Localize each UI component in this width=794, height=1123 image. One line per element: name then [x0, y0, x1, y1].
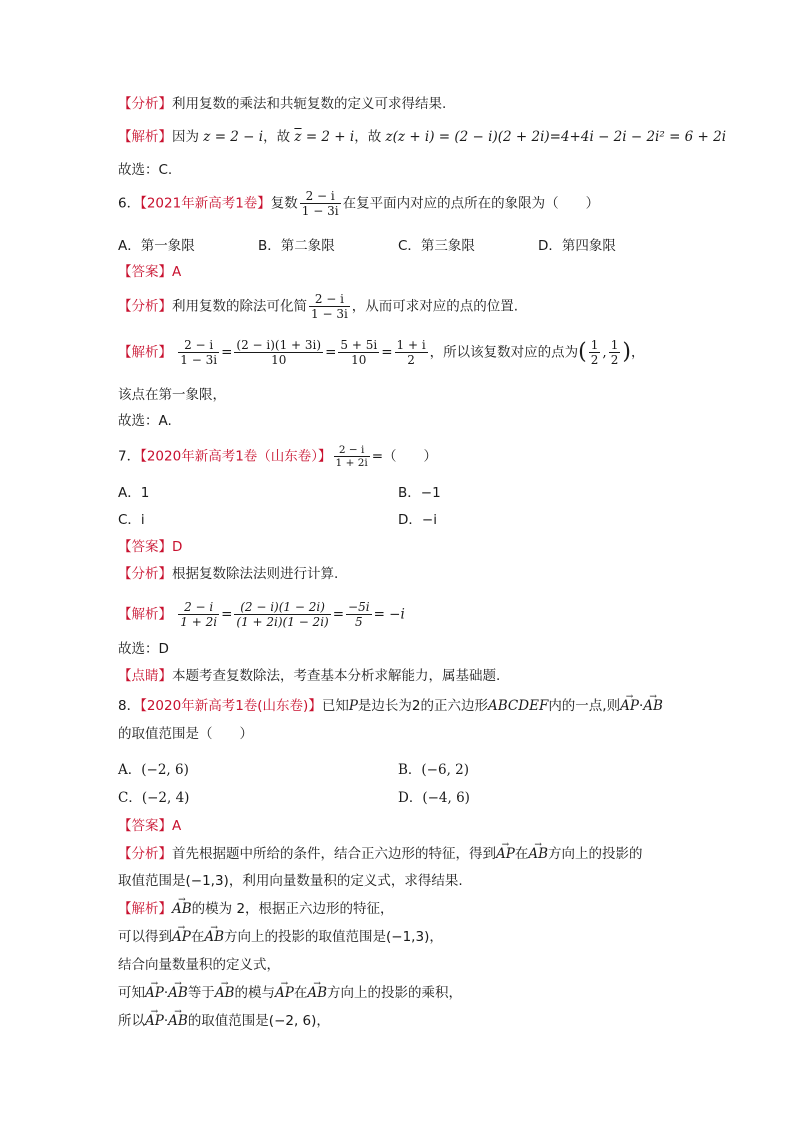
question-source: 【2020年新高考1卷(山东卷)】: [140, 698, 322, 714]
answer-tag: 【答案】: [118, 264, 172, 280]
option-d[interactable]: D．(−4, 6): [398, 790, 470, 806]
solution-text: ，所以该复数对应的点为: [429, 344, 579, 361]
vector-ap: → AP: [275, 984, 294, 1002]
q7-analysis: [118, 565, 338, 583]
vector-ap: → AP: [145, 1012, 164, 1030]
stem-text: 内的一点,则: [548, 698, 621, 714]
fraction: $\frac{5 + 5i}{10}$: [340, 338, 378, 367]
vector-ab: → AB: [204, 928, 224, 946]
fraction: $\frac{2 - i}{1 + 2i}$: [335, 444, 368, 469]
analysis-tag: 【分析】: [118, 566, 172, 582]
analysis-text: 在: [514, 846, 529, 862]
q6-answer: [118, 263, 181, 281]
solution-text: 可以得到: [118, 929, 172, 945]
answer-value: D: [172, 539, 183, 555]
q6-stem: [118, 189, 599, 218]
q7-answer: [118, 538, 182, 556]
solution-text: 在: [190, 929, 205, 945]
q7-comment: [118, 667, 500, 685]
sol-text: ，故: [354, 129, 382, 145]
option-b[interactable]: B．第二象限: [258, 238, 335, 254]
q7-stem: [118, 444, 437, 469]
vector-ap: → AP: [496, 845, 515, 863]
question-source: 【2020年新高考1卷（山东卷）】: [140, 448, 332, 465]
answer-line: 故选：D: [118, 641, 169, 657]
solution-text: 的取值范围是(−2, 6)，: [187, 1013, 330, 1029]
q6-analysis: [118, 292, 518, 321]
q5-answer-line: [118, 161, 172, 179]
fraction: $\frac{2 - i}{1 - 3i}$: [311, 292, 348, 321]
dot-operator: ·: [163, 1013, 169, 1029]
option-c[interactable]: C．i: [118, 512, 145, 528]
solution-text: 在: [293, 985, 308, 1001]
q7-solution: 【解析】 $\frac{2 - i}{1 + 2i}$ = $\frac{(2 - i)(1 - 2i)}{(1 + 2i)(1 - 2i)}$ = $\frac{-5i}{5}$ = −i: [118, 600, 405, 629]
comment-text: 本题考查复数除法，考查基本分析求解能力，属基础题.: [172, 668, 501, 684]
solution-text: 所以: [118, 1013, 145, 1029]
fraction: $\frac{1}{2}$: [610, 338, 619, 367]
vector-ab: → AB: [215, 984, 235, 1002]
stem-text: =（ ）: [371, 448, 438, 465]
option-d[interactable]: D．−i: [398, 512, 437, 528]
analysis-text: 方向上的投影的: [548, 846, 643, 862]
equation-zbar: = 2 + i: [301, 129, 355, 145]
stem-text: 在复平面内对应的点所在的象限为（ ）: [342, 195, 600, 212]
stem-text: 复数: [270, 195, 298, 212]
q8-solution-line2: [118, 928, 443, 946]
answer-value: A: [172, 264, 182, 280]
analysis-text: 根据复数除法法则进行计算.: [172, 566, 339, 582]
vector-ab: → AB: [168, 984, 188, 1002]
vector-ab: → AB: [528, 845, 548, 863]
fraction: $\frac{1}{2}$: [590, 338, 599, 367]
solution-text: 等于: [187, 985, 215, 1001]
fraction: $\frac{(2 - i)(1 + 3i)}{10}$: [236, 338, 322, 367]
q8-solution-line4: [118, 984, 462, 1002]
option-a[interactable]: A．第一象限: [118, 238, 195, 254]
fraction: $\frac{-5i}{5}$: [348, 600, 370, 629]
vector-ap: → AP: [145, 984, 164, 1002]
q6-answer-line: [118, 412, 172, 430]
vector-ab: → AB: [643, 697, 663, 715]
solution-text: 可知: [118, 985, 145, 1001]
stem-text: 是边长为2的正六边形: [357, 698, 489, 714]
answer-line: 故选：A.: [118, 413, 172, 429]
equation-z: z = 2 − i: [203, 129, 264, 145]
q6-solution: 【解析】 $\frac{2 - i}{1 - 3i}$ = $\frac{(2 - i)(1 + 3i)}{10}$ = $\frac{5 + 5i}{10}$ = $\frac{1 + i}{2}$ ，所以该复数对应的点为( $\frac{1}{2}$ , $\frac{1}{2}$ )，: [118, 338, 645, 367]
vector-ab: → AB: [307, 984, 327, 1002]
solution-text: 方向上的投影的取值范围是(−1,3)，: [224, 929, 443, 945]
q8-analysis-line2: 取值范围是(−1,3)，利用向量数量积的定义式，求得结果.: [118, 873, 463, 889]
answer-tag: 【答案】: [118, 539, 172, 555]
solution-tag: 【解析】: [118, 901, 172, 917]
solution-tag: 【解析】: [118, 129, 172, 145]
q8-stem-line2: 的取值范围是（ ）: [118, 726, 253, 742]
fraction: $\frac{2 - i}{1 - 3i}$: [301, 189, 339, 218]
q8-solution-line3: 结合向量数量积的定义式，: [118, 957, 280, 973]
solution-tag: 【解析】: [118, 606, 172, 623]
q5-analysis: [118, 95, 446, 113]
answer-value: A: [172, 818, 182, 834]
q5-solution: [118, 128, 726, 146]
question-number: 6．: [118, 195, 141, 212]
q8-analysis-line1: [118, 845, 643, 863]
question-number: 7．: [118, 448, 141, 465]
vector-ap: → AP: [172, 928, 191, 946]
point-p: P: [348, 698, 358, 714]
q8-solution-line5: [118, 1012, 330, 1030]
equation-product: z(z + i) = (2 − i)(2 + 2i)=4+4i − 2i − 2i² = 6 + 2i: [385, 129, 727, 145]
vector-ab: → AB: [172, 900, 192, 918]
question-source: 【2021年新高考1卷】: [140, 195, 271, 212]
option-b[interactable]: B．−1: [398, 485, 441, 501]
solution-text: 的模为 2，根据正六边形的特征，: [191, 901, 394, 917]
answer-line: 故选：C.: [118, 162, 173, 178]
option-a[interactable]: A．(−2, 6): [118, 762, 189, 778]
q7-answer-line: [118, 640, 169, 658]
option-c[interactable]: C．第三象限: [398, 238, 475, 254]
analysis-tag: 【分析】: [118, 298, 172, 315]
analysis-text: 利用复数的除法可化简: [172, 298, 307, 315]
sol-text: ，故: [263, 129, 291, 145]
fraction: $\frac{(2 - i)(1 - 2i)}{(1 + 2i)(1 - 2i)}$: [236, 600, 329, 629]
vector-ab: → AB: [168, 1012, 188, 1030]
answer-tag: 【答案】: [118, 818, 172, 834]
analysis-text: 利用复数的乘法和共轭复数的定义可求得结果.: [172, 96, 447, 112]
solution-text: 方向上的投影的乘积，: [327, 985, 462, 1001]
q8-stem: [118, 697, 663, 715]
sol-prefix: 因为: [172, 129, 199, 145]
option-a[interactable]: A．1: [118, 485, 150, 501]
fraction: $\frac{2 - i}{1 + 2i}$: [180, 600, 218, 629]
z-conjugate: $\overline{z}$: [294, 129, 302, 145]
analysis-tag: 【分析】: [118, 846, 172, 862]
solution-tail: = −i: [373, 606, 405, 623]
option-b[interactable]: B．(−6, 2): [398, 762, 470, 778]
q8-solution-line1: [118, 900, 394, 918]
solution-text: 的模与: [234, 985, 275, 1001]
comment-tag: 【点睛】: [118, 668, 172, 684]
question-number: 8．: [118, 698, 141, 714]
option-c[interactable]: C．(−2, 4): [118, 790, 190, 806]
solution-tag: 【解析】: [118, 344, 172, 361]
fraction: $\frac{1 + i}{2}$: [396, 338, 426, 367]
option-d[interactable]: D．第四象限: [538, 238, 616, 254]
analysis-text: 首先根据题中所给的条件，结合正六边形的特征，得到: [172, 846, 496, 862]
analysis-text: ，从而可求对应的点的位置.: [351, 298, 519, 315]
q8-answer: [118, 817, 181, 835]
hexagon-name: ABCDEF: [488, 698, 549, 714]
stem-text: 已知: [321, 698, 349, 714]
analysis-tag: 【分析】: [118, 96, 172, 112]
dot-operator: ·: [638, 698, 644, 714]
q6-line2: 该点在第一象限，: [118, 387, 226, 403]
vector-ap: → AP: [620, 697, 639, 715]
fraction: $\frac{2 - i}{1 - 3i}$: [180, 338, 218, 367]
dot-operator: ·: [163, 985, 169, 1001]
